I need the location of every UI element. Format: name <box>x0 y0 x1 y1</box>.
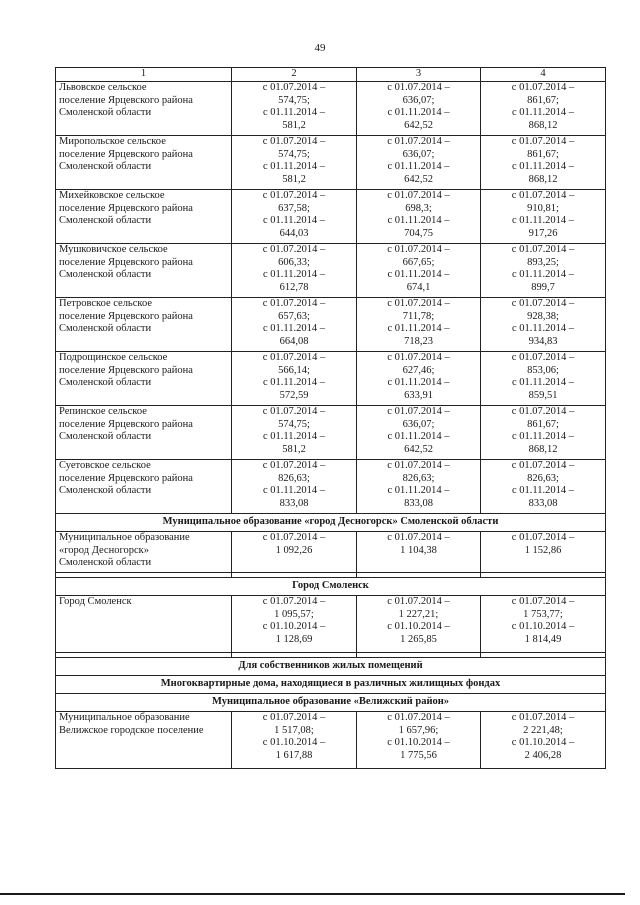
tariff-cell-col4-line: 861,67; <box>527 94 559 106</box>
tariff-cell-col2-line: с 01.07.2014 – <box>262 136 326 147</box>
column-number-1: 1 <box>56 68 232 82</box>
tariff-cell-col2-line: с 01.11.2014 – <box>262 215 326 227</box>
tariff-cell-col2 <box>232 298 357 352</box>
municipality-name-cell <box>56 406 232 460</box>
tariff-cell-col3 <box>357 352 481 406</box>
municipality-name-cell-line: Смоленской области <box>59 161 152 173</box>
tariff-cell-col4-line: с 01.11.2014 – <box>511 323 575 335</box>
tariff-cell-col4-line: с 01.07.2014 – <box>511 190 575 201</box>
bottom-rule <box>0 893 625 895</box>
tariff-cell-col4 <box>481 406 606 460</box>
tariff-cell-col4-line: 1 814,49 <box>524 633 562 645</box>
section-row <box>56 676 606 694</box>
tariff-cell-col2-line: 1 517,08; <box>274 724 314 736</box>
tariff-cell-col2-line: с 01.10.2014 – <box>262 621 326 633</box>
tariff-cell-col3-line: с 01.07.2014 – <box>387 244 450 255</box>
tariff-cell-col2-line: с 01.11.2014 – <box>262 323 326 335</box>
tariff-cell-col2-line: с 01.07.2014 – <box>262 190 326 201</box>
tariff-cell-col3-line: с 01.07.2014 – <box>387 712 450 723</box>
tariff-cell-col2 <box>232 190 357 244</box>
municipality-name-cell-line: Львовское сельское <box>59 82 147 93</box>
tariff-cell-col3-line: с 01.07.2014 – <box>387 406 450 417</box>
tariff-cell-col4-line: с 01.07.2014 – <box>511 712 575 723</box>
municipality-name-cell-line: Подрощинское сельское <box>59 352 168 363</box>
tariff-cell-col2 <box>232 712 357 769</box>
tariff-cell-col3-line: с 01.11.2014 – <box>387 107 450 119</box>
tariff-cell-col4-line: с 01.11.2014 – <box>511 377 575 389</box>
tariff-cell-col3-line: 833,08 <box>404 497 433 509</box>
page-number: 49 <box>314 42 326 54</box>
tariff-cell-col2-line: 1 095,57; <box>274 608 314 620</box>
tariff-cell-col2 <box>232 532 357 573</box>
tariff-cell-col2-line: 574,75; <box>278 148 310 160</box>
tariff-cell-col2-line: с 01.07.2014 – <box>262 82 326 93</box>
tariff-cell-col3-line: с 01.11.2014 – <box>387 377 450 389</box>
tariff-table-body <box>56 68 606 769</box>
tariff-cell-col4-line: с 01.10.2014 – <box>511 737 575 749</box>
tariff-cell-col3-line: 718,23 <box>404 335 433 347</box>
tariff-cell-col3-line: с 01.07.2014 – <box>387 136 450 147</box>
tariff-cell-col4 <box>481 82 606 136</box>
table-row <box>56 712 606 769</box>
municipality-name-cell <box>56 352 232 406</box>
tariff-cell-col4 <box>481 460 606 514</box>
tariff-cell-col2-line: с 01.07.2014 – <box>262 712 326 723</box>
tariff-cell-col2 <box>232 596 357 653</box>
tariff-cell-col4-line: 826,63; <box>527 472 559 484</box>
tariff-cell-col3-line: с 01.10.2014 – <box>387 621 450 633</box>
municipality-name-cell-line: Мушковичское сельское <box>59 244 168 255</box>
tariff-cell-col2-line: с 01.11.2014 – <box>262 431 326 443</box>
tariff-cell-col3-line: с 01.07.2014 – <box>387 352 450 363</box>
municipality-name-cell-line: Смоленской области <box>59 323 152 335</box>
municipality-name-cell-line: Михейковское сельское <box>59 190 165 201</box>
tariff-cell-col2-line: с 01.11.2014 – <box>262 161 326 173</box>
tariff-cell-col3-line: с 01.07.2014 – <box>387 460 450 471</box>
municipality-name-cell <box>56 596 232 653</box>
tariff-cell-col4-line: с 01.07.2014 – <box>511 244 575 255</box>
tariff-cell-col4-line: с 01.11.2014 – <box>511 161 575 173</box>
column-number-2: 2 <box>232 68 357 82</box>
tariff-cell-col2-line: 612,78 <box>279 281 309 293</box>
tariff-cell-col4-line: 893,25; <box>527 256 559 268</box>
municipality-name-cell <box>56 244 232 298</box>
tariff-cell-col4-line: 2 406,28 <box>524 749 562 761</box>
municipality-name-cell-line: поселение Ярцевского района <box>59 256 193 268</box>
tariff-cell-col4-line: 1 152,86 <box>524 544 562 556</box>
tariff-cell-col3-line: 642,52 <box>404 443 433 455</box>
table-row <box>56 460 606 514</box>
tariff-cell-col3-line: с 01.11.2014 – <box>387 431 450 443</box>
tariff-cell-col4-line: 861,67; <box>527 418 559 430</box>
table-row <box>56 406 606 460</box>
tariff-cell-col2-line: 566,14; <box>278 364 310 376</box>
tariff-cell-col3-line: 698,3; <box>405 202 432 214</box>
section-heading-apartments: Многоквартирные дома, находящиеся в различных жилищных фондах <box>56 676 606 694</box>
tariff-cell-col2-line: 833,08 <box>279 497 309 509</box>
tariff-cell-col4-line: 853,06; <box>527 364 559 376</box>
municipality-name-cell <box>56 190 232 244</box>
column-number-4: 4 <box>481 68 606 82</box>
municipality-name-cell-line: Смоленской области <box>59 557 152 569</box>
tariff-cell-col2 <box>232 136 357 190</box>
tariff-cell-col4-line: с 01.07.2014 – <box>511 298 575 309</box>
municipality-name-cell-line: поселение Ярцевского района <box>59 202 193 214</box>
tariff-cell-col4 <box>481 712 606 769</box>
tariff-cell-col4-line: с 01.07.2014 – <box>511 352 575 363</box>
tariff-cell-col3-line: 1 775,56 <box>400 749 437 761</box>
tariff-cell-col2-line: 581,2 <box>282 443 306 455</box>
municipality-name-cell-line: Муниципальное образование <box>59 532 190 543</box>
tariff-cell-col4-line: 868,12 <box>528 119 558 131</box>
tariff-cell-col2-line: с 01.07.2014 – <box>262 352 326 363</box>
municipality-name-cell <box>56 82 232 136</box>
tariff-cell-col4-line: с 01.11.2014 – <box>511 431 575 443</box>
table-row <box>56 82 606 136</box>
tariff-cell-col3 <box>357 298 481 352</box>
tariff-cell-col2-line: 644,03 <box>279 227 309 239</box>
municipality-name-cell-line: Смоленской области <box>59 269 152 281</box>
municipality-name-cell-line: поселение Ярцевского района <box>59 364 193 376</box>
tariff-cell-col4-line: с 01.07.2014 – <box>511 406 575 417</box>
tariff-cell-col2-line: 1 092,26 <box>275 544 313 556</box>
municipality-name-cell-line: Репинское сельское <box>59 406 147 417</box>
tariff-cell-col2-line: 574,75; <box>278 94 310 106</box>
table-row <box>56 244 606 298</box>
tariff-cell-col2-line: с 01.10.2014 – <box>262 737 326 749</box>
tariff-cell-col3-line: с 01.11.2014 – <box>387 485 450 497</box>
tariff-cell-col3-line: 704,75 <box>404 227 433 239</box>
tariff-cell-col4 <box>481 136 606 190</box>
section-row <box>56 514 606 532</box>
tariff-cell-col3 <box>357 712 481 769</box>
table-row <box>56 596 606 653</box>
tariff-cell-col3-line: с 01.11.2014 – <box>387 215 450 227</box>
tariff-cell-col3-line: с 01.11.2014 – <box>387 323 450 335</box>
tariff-cell-col4 <box>481 190 606 244</box>
tariff-cell-col2-line: с 01.11.2014 – <box>262 269 326 281</box>
tariff-cell-col3-line: 674,1 <box>406 281 431 293</box>
tariff-cell-col3-line: с 01.07.2014 – <box>387 532 450 543</box>
tariff-cell-col4-line: 833,08 <box>528 497 558 509</box>
municipality-name-cell-line: Смоленской области <box>59 431 152 443</box>
tariff-cell-col2-line: с 01.11.2014 – <box>262 107 326 119</box>
municipality-name-cell-line: поселение Ярцевского района <box>59 148 193 160</box>
tariff-cell-col4-line: 868,12 <box>528 173 558 185</box>
tariff-cell-col2-line: с 01.07.2014 – <box>262 244 326 255</box>
tariff-cell-col4-line: 868,12 <box>528 443 558 455</box>
column-number-row <box>56 68 606 82</box>
tariff-cell-col4-line: с 01.07.2014 – <box>511 596 575 607</box>
tariff-cell-col3 <box>357 532 481 573</box>
tariff-cell-col2 <box>232 406 357 460</box>
tariff-cell-col4 <box>481 298 606 352</box>
tariff-cell-col3-line: 667,65; <box>402 256 435 268</box>
table-row <box>56 190 606 244</box>
tariff-cell-col4-line: с 01.11.2014 – <box>511 485 575 497</box>
tariff-cell-col4-line: 859,51 <box>528 389 558 401</box>
tariff-cell-col3 <box>357 460 481 514</box>
tariff-cell-col4-line: с 01.07.2014 – <box>511 82 575 93</box>
tariff-cell-col2 <box>232 352 357 406</box>
tariff-cell-col4-line: с 01.11.2014 – <box>511 269 575 281</box>
tariff-cell-col2 <box>232 82 357 136</box>
section-heading-velizh: Муниципальное образование «Велижский район» <box>56 694 606 712</box>
tariff-cell-col2-line: с 01.07.2014 – <box>262 596 326 607</box>
tariff-cell-col4 <box>481 244 606 298</box>
tariff-cell-col3-line: 1 657,96; <box>398 724 439 736</box>
tariff-cell-col4-line: 910,81; <box>527 202 559 214</box>
tariff-cell-col4 <box>481 532 606 573</box>
municipality-name-cell <box>56 136 232 190</box>
tariff-cell-col4-line: 2 221,48; <box>523 724 563 736</box>
tariff-cell-col4 <box>481 596 606 653</box>
tariff-cell-col2-line: 581,2 <box>282 173 306 185</box>
tariff-cell-col3-line: с 01.11.2014 – <box>387 269 450 281</box>
tariff-cell-col2-line: с 01.07.2014 – <box>262 532 326 543</box>
tariff-cell-col3-line: 636,07; <box>402 148 435 160</box>
tariff-cell-col4-line: с 01.11.2014 – <box>511 215 575 227</box>
municipality-name-cell <box>56 532 232 573</box>
tariff-cell-col4-line: с 01.10.2014 – <box>511 621 575 633</box>
tariff-cell-col2-line: 1 128,69 <box>275 633 313 645</box>
tariff-cell-col4-line: с 01.07.2014 – <box>511 460 575 471</box>
tariff-cell-col3-line: с 01.07.2014 – <box>387 82 450 93</box>
municipality-name-cell-line: «город Десногорск» <box>59 544 150 556</box>
tariff-cell-col2-line: с 01.07.2014 – <box>262 406 326 417</box>
section-heading-desnogorsk: Муниципальное образование «город Десногорск» Смоленской области <box>56 514 606 532</box>
tariff-cell-col2-line: 637,58; <box>278 202 310 214</box>
tariff-cell-col2-line: 574,75; <box>278 418 310 430</box>
section-row <box>56 578 606 596</box>
tariff-cell-col4-line: 861,67; <box>527 148 559 160</box>
municipality-name-cell-line: Смоленской области <box>59 107 152 119</box>
tariff-cell-col3-line: 636,07; <box>402 94 435 106</box>
municipality-name-cell-line: Смоленской области <box>59 215 152 227</box>
tariff-cell-col2-line: с 01.07.2014 – <box>262 298 326 309</box>
tariff-cell-col2-line: с 01.11.2014 – <box>262 485 326 497</box>
tariff-cell-col3-line: 1 265,85 <box>400 633 437 645</box>
tariff-cell-col3-line: с 01.07.2014 – <box>387 596 450 607</box>
tariff-table <box>55 67 606 769</box>
tariff-cell-col2-line: 657,63; <box>278 310 310 322</box>
table-row <box>56 136 606 190</box>
municipality-name-cell-line: Муниципальное образование <box>59 712 190 723</box>
tariff-cell-col3-line: с 01.10.2014 – <box>387 737 450 749</box>
tariff-cell-col2-line: 581,2 <box>282 119 306 131</box>
tariff-cell-col4-line: 917,26 <box>528 227 558 239</box>
municipality-name-cell <box>56 298 232 352</box>
tariff-cell-col2-line: 606,33; <box>278 256 310 268</box>
municipality-name-cell-line: поселение Ярцевского района <box>59 94 193 106</box>
tariff-cell-col4-line: с 01.07.2014 – <box>511 136 575 147</box>
tariff-cell-col3-line: 636,07; <box>402 418 435 430</box>
tariff-cell-col4-line: с 01.11.2014 – <box>511 107 575 119</box>
section-row <box>56 658 606 676</box>
tariff-cell-col2-line: с 01.11.2014 – <box>262 377 326 389</box>
section-row <box>56 694 606 712</box>
tariff-cell-col4-line: с 01.07.2014 – <box>511 532 575 543</box>
tariff-cell-col2 <box>232 460 357 514</box>
column-number-3: 3 <box>357 68 481 82</box>
tariff-cell-col3-line: 642,52 <box>404 119 433 131</box>
tariff-cell-col4-line: 1 753,77; <box>523 608 563 620</box>
tariff-cell-col2-line: 572,59 <box>279 389 309 401</box>
tariff-cell-col2-line: 1 617,88 <box>275 749 313 761</box>
table-row <box>56 298 606 352</box>
municipality-name-cell-line: поселение Ярцевского района <box>59 310 193 322</box>
table-row <box>56 352 606 406</box>
tariff-cell-col3 <box>357 406 481 460</box>
tariff-cell-col3-line: 642,52 <box>404 173 433 185</box>
section-heading-owners: Для собственников жилых помещений <box>56 658 606 676</box>
tariff-cell-col3 <box>357 136 481 190</box>
tariff-cell-col3 <box>357 244 481 298</box>
tariff-cell-col3 <box>357 596 481 653</box>
municipality-name-cell <box>56 460 232 514</box>
tariff-cell-col3-line: 1 227,21; <box>398 608 439 620</box>
municipality-name-cell-line: Миропольское сельское <box>59 136 166 147</box>
tariff-cell-col3-line: с 01.07.2014 – <box>387 190 450 201</box>
table-row <box>56 532 606 573</box>
municipality-name-cell-line: Суетовское сельское <box>59 460 151 471</box>
municipality-name-cell-line: поселение Ярцевского района <box>59 472 193 484</box>
municipality-name-cell-line: Город Смоленск <box>59 596 132 607</box>
tariff-cell-col2-line: с 01.07.2014 – <box>262 460 326 471</box>
tariff-cell-col2-line: 826,63; <box>278 472 310 484</box>
tariff-cell-col3-line: 627,46; <box>402 364 435 376</box>
municipality-name-cell-line: Петровское сельское <box>59 298 152 309</box>
tariff-cell-col2 <box>232 244 357 298</box>
municipality-name-cell-line: Смоленской области <box>59 377 152 389</box>
tariff-cell-col4-line: 899,7 <box>531 281 555 293</box>
municipality-name-cell <box>56 712 232 769</box>
tariff-cell-col3 <box>357 82 481 136</box>
tariff-cell-col3-line: с 01.11.2014 – <box>387 161 450 173</box>
tariff-cell-col3-line: с 01.07.2014 – <box>387 298 450 309</box>
section-heading-smolensk: Город Смоленск <box>56 578 606 596</box>
tariff-cell-col3-line: 633,91 <box>404 389 433 401</box>
tariff-cell-col3-line: 826,63; <box>402 472 435 484</box>
tariff-cell-col4-line: 928,38; <box>527 310 559 322</box>
tariff-cell-col4-line: 934,83 <box>528 335 558 347</box>
tariff-cell-col3-line: 711,78; <box>402 310 435 322</box>
tariff-cell-col4 <box>481 352 606 406</box>
municipality-name-cell-line: Смоленской области <box>59 485 152 497</box>
municipality-name-cell-line: Велижское городское поселение <box>59 724 204 736</box>
tariff-cell-col3-line: 1 104,38 <box>400 544 437 556</box>
tariff-cell-col3 <box>357 190 481 244</box>
tariff-cell-col2-line: 664,08 <box>279 335 309 347</box>
municipality-name-cell-line: поселение Ярцевского района <box>59 418 193 430</box>
